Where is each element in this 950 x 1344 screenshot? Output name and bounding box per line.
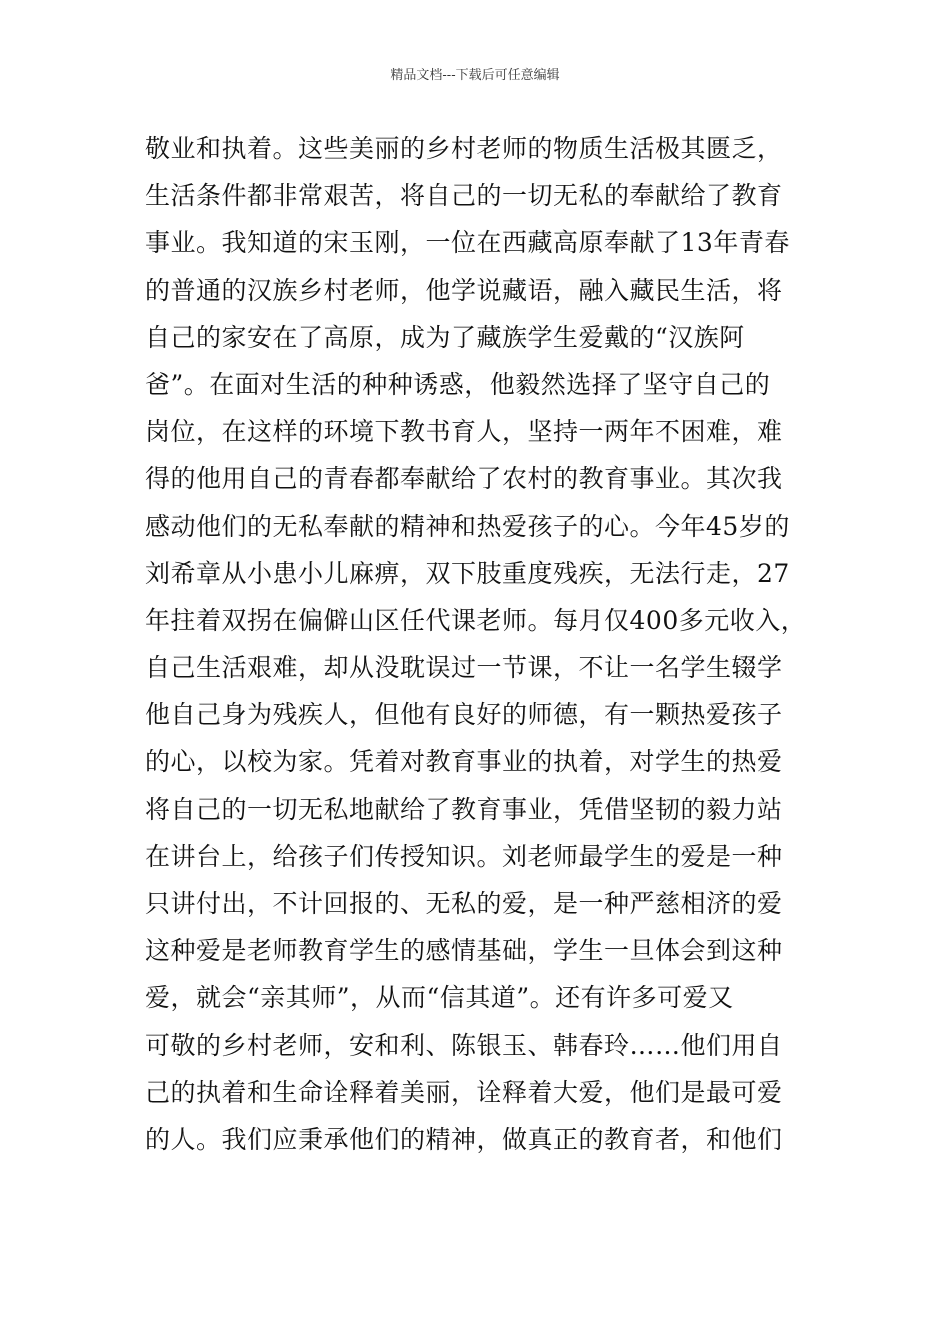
text-line: 生活条件都非常艰苦，将自己的一切无私的奉献给了教育 (145, 181, 783, 211)
text-line: 感动他们的无私奉献的精神和热爱孩子的心。今年45岁的 (145, 511, 790, 541)
body-text (145, 125, 810, 1163)
text-line: 自己的家安在了高原，成为了藏族学生爱戴的“汉族阿 (145, 322, 745, 352)
text-line: 事业。我知道的宋玉刚，一位在西藏高原奉献了13年青春 (145, 228, 790, 258)
text-line: 敬业和执着。这些美丽的乡村老师的物质生活极其匮乏， (145, 134, 783, 163)
text-line: 自己生活艰难，却从没耽误过一节课，不让一名学生辍学 (145, 653, 783, 683)
text-line: 将自己的一切无私地献给了教育事业，凭借坚韧的毅力站 (145, 794, 783, 824)
text-line: 得的他用自己的青春都奉献给了农村的教育事业。其次我 (145, 464, 783, 494)
text-line: 年拄着双拐在偏僻山区任代课老师。每月仅400多元收入， (145, 605, 807, 635)
text-line: 他自己身为残疾人，但他有良好的师德，有一颗热爱孩子 (145, 700, 783, 730)
text-line: 这种爱是老师教育学生的感情基础，学生一旦体会到这种 (145, 936, 783, 966)
text-line: 爸”。在面对生活的种种诱惑，他毅然选择了坚守自己的 (145, 369, 771, 399)
text-line: 的心，以校为家。凭着对教育事业的执着，对学生的热爱 (145, 747, 783, 777)
text-line: 的普通的汉族乡村老师，他学说藏语，融入藏民生活，将 (145, 275, 783, 305)
text-line: 在讲台上，给孩子们传授知识。刘老师最学生的爱是一种 (145, 841, 783, 871)
text-line: 岗位，在这样的环境下教书育人，坚持一两年不困难，难 (145, 417, 783, 447)
text-line: 可敬的乡村老师，安和利、陈银玉、韩春玲……他们用自 (145, 1030, 783, 1060)
page-header: 精品文档---下载后可任意编辑 (390, 68, 560, 83)
text-line: 己的执着和生命诠释着美丽，诠释着大爱，他们是最可爱 (145, 1077, 783, 1107)
text-line: 只讲付出，不计回报的、无私的爱，是一种严慈相济的爱 (145, 889, 783, 918)
text-line: 爱，就会“亲其师”，从而“信其道”。还有许多可爱又 (145, 983, 734, 1013)
text-line: 的人。我们应秉承他们的精神，做真正的教育者，和他们 (145, 1124, 783, 1154)
text-line: 刘希章从小患小儿麻痹，双下肢重度残疾，无法行走，27 (145, 558, 790, 588)
